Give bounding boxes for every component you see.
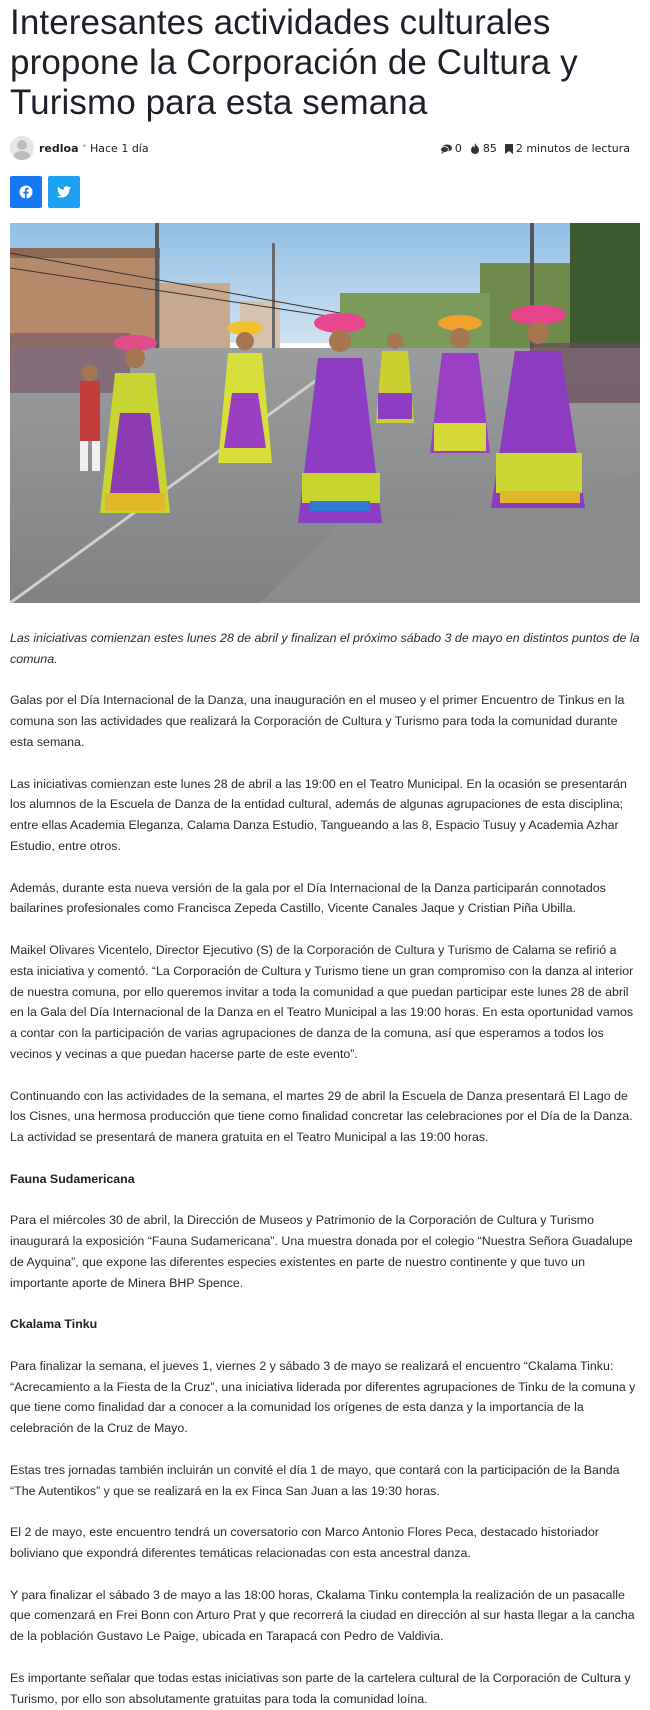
section-heading-fauna: Fauna Sudamericana <box>10 1171 135 1186</box>
author-avatar[interactable] <box>10 136 34 160</box>
article-body <box>10 628 640 1709</box>
share-bar <box>10 176 640 208</box>
author-name[interactable]: redloa <box>39 142 79 155</box>
article-paragraph: Es importante señalar que todas estas iniciativas son parte de la cartelera cultural de la Corporación de Cultura y Turismo, por ello son absolutamente gratuitas para toda la comunidad loína. <box>10 1670 631 1706</box>
article-paragraph: Y para finalizar el sábado 3 de mayo a las 18:00 horas, Ckalama Tinku contempla la realización de un pasacalle que comenzará en Frei Bonn con Arturo Prat y que recorrerá la ciudad en dirección al sur hasta llegar a la cancha de la población Gustavo Le Paige, ubicada en Tarapacá con Pedro de Valdivia. <box>10 1587 635 1644</box>
meta-separator: • <box>82 142 88 152</box>
article-paragraph: Las iniciativas comienzan este lunes 28 de abril a las 19:00 en el Teatro Municipal. En la ocasión se presentarán los alumnos de la Escuela de Danza de la entidad cultural, además de algunas agrupaciones de esta disciplina; entre ellas Academia Eleganza, Calama Danza Estudio, Tangueando a las 8, Espacio Tusuy y Academia Azhar Estudio, entre otros. <box>10 776 627 853</box>
article-paragraph: El 2 de mayo, este encuentro tendrá un coversatorio con Marco Antonio Flores Peca, destacado historiador boliviano que expondrá diferentes temáticas relacionadas con esta ancestral danza. <box>10 1525 599 1561</box>
article-title: Interesantes actividades culturales propone la Corporación de Cultura y Turismo para esta semana <box>10 3 578 122</box>
share-twitter-button[interactable] <box>48 176 80 208</box>
article-paragraph: Maikel Olivares Vicentelo, Director Ejecutivo (S) de la Corporación de Cultura y Turismo de Calama se refirió a esta iniciativa y comentó. “La Corporación de Cultura y Turismo tiene un gran compromiso con la danza al interior de nuestra comuna, por ello queremos invitar a toda la comunidad a que puedan participar este lunes 28 de abril en la Gala del Día Internacional de la Danza en el Teatro Municipal a las 19:00 horas. En esta oportunidad vamos a contar con la participación de varias agrupaciones de danza de la comuna, así que esperamos a todos los vecinos y vecinas a que puedan hacerse parte de este evento”. <box>10 942 634 1061</box>
publish-time: Hace 1 día <box>90 142 149 155</box>
bookmark-icon <box>505 144 513 154</box>
article-paragraph: Para finalizar la semana, el jueves 1, viernes 2 y sábado 3 de mayo se realizará el encuentro “Ckalama Tinku: “Acrecamiento a la Fiesta de la Cruz”, una iniciativa liderada por diferentes agrupaciones de Tinku de la comuna y que tiene como finalidad dar a conocer a la comunidad los orígenes de esta danza y la importancia de la celebración de la Cruz de Mayo. <box>10 1358 636 1436</box>
comments-icon <box>440 144 452 154</box>
article-lead: Las iniciativas comienzan estes lunes 28 de abril y finalizan el próximo sábado 3 de mayo en distintos puntos de la comuna. <box>10 631 640 666</box>
fire-icon <box>470 143 480 154</box>
article-paragraph: Además, durante esta nueva versión de la gala por el Día Internacional de la Danza participarán connotados bailarines profesionales como Francisca Zepeda Castillo, Vicente Canales Jaque y Cristian Piña Ubilla. <box>10 880 606 916</box>
reading-time <box>505 142 630 155</box>
comments-count[interactable] <box>440 142 462 155</box>
comments-count-value: 0 <box>454 142 462 155</box>
section-heading-tinku: Ckalama Tinku <box>10 1317 98 1332</box>
article-paragraph: Para el miércoles 30 de abril, la Dirección de Museos y Patrimonio de la Corporación de Cultura y Turismo inaugurará la exposición “Fauna Sudamericana”. Una muestra donada por el colegio “Nuestra Señora Guadalupe de Ayquina”, que expone las diferentes especies existentes en parte de nuestro continente y que tuvo un importante aporte de Minera BHP Spence. <box>10 1213 633 1290</box>
article-paragraph: Galas por el Día Internacional de la Danza, una inauguración en el museo y el primer Encuentro de Tinkus en la comuna son las actividades que realizará la Corporación de Cultura y Turismo para toda la comunidad durante esta semana. <box>10 693 625 749</box>
views-count-value: 85 <box>482 142 497 155</box>
article-container <box>0 3 650 1709</box>
dancers-photo <box>10 223 640 603</box>
reading-time-value: 2 minutos de lectura <box>515 142 630 155</box>
views-count <box>470 142 497 155</box>
share-facebook-button[interactable] <box>10 176 42 208</box>
article-paragraph: Estas tres jornadas también incluirán un convité el día 1 de mayo, que contará con la participación de la Banda “The Autentikos” y que se realizará en la ex Finca San Juan a las 19:30 horas. <box>10 1462 620 1498</box>
article-stats <box>440 142 630 155</box>
facebook-icon <box>19 185 33 199</box>
article-paragraph: Continuando con las actividades de la semana, el martes 29 de abril la Escuela de Danza presentará El Lago de los Cisnes, una hermosa producción que tiene como finalidad concretar las celebraciones por el Día de la Danza. La actividad se presentará de manera gratuita en el Teatro Municipal a las 19:00 horas. <box>10 1088 633 1145</box>
article-meta <box>10 133 640 167</box>
twitter-icon <box>57 186 71 198</box>
featured-image <box>10 223 640 603</box>
